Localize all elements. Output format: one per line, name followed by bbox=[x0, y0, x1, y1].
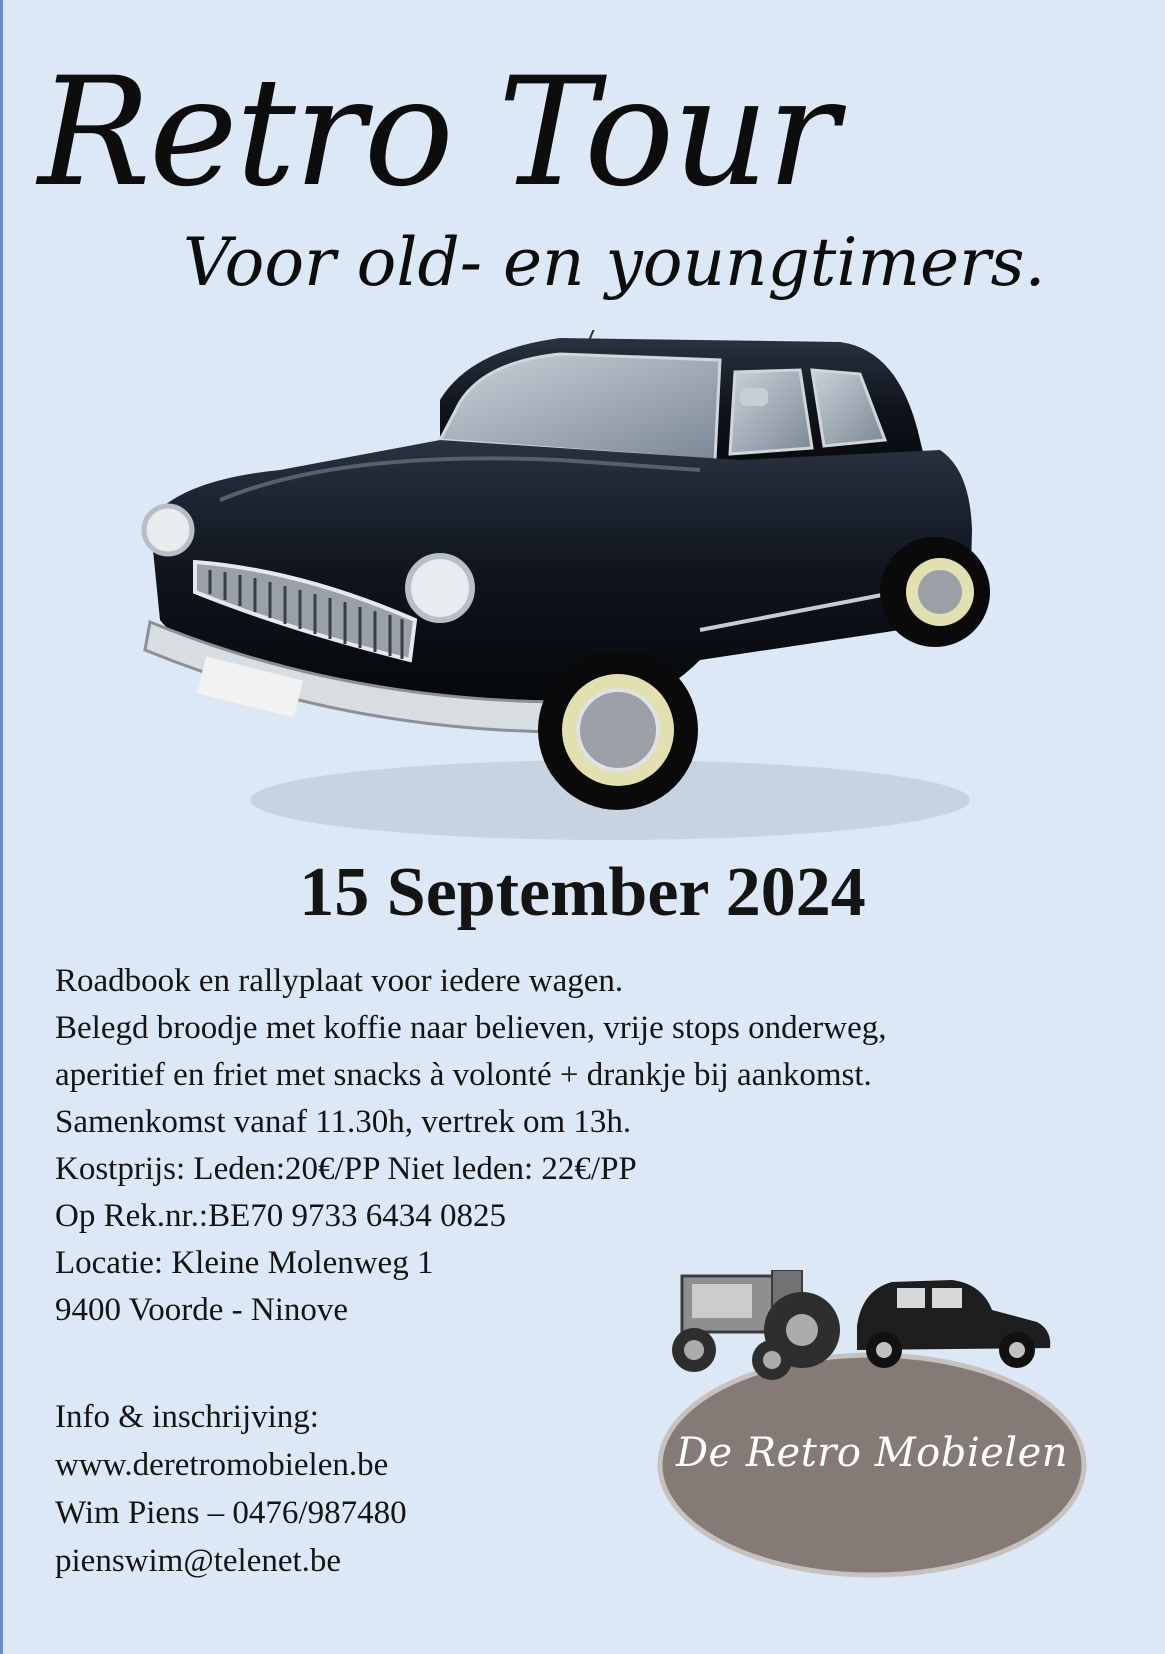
detail-line: Kostprijs: Leden:20€/PP Niet leden: 22€/PP bbox=[55, 1151, 637, 1187]
detail-line: aperitief en friet met snacks à volonté + drankje bij aankomst. bbox=[55, 1057, 872, 1093]
detail-line: Locatie: Kleine Molenweg 1 bbox=[55, 1245, 434, 1281]
page-edge-line bbox=[0, 0, 3, 1654]
contact-info bbox=[55, 1393, 407, 1585]
detail-line: Roadbook en rallyplaat voor iedere wagen. bbox=[55, 963, 624, 999]
club-logo bbox=[652, 1270, 1092, 1590]
tractor-icon bbox=[672, 1270, 840, 1380]
poster-title: Retro Tour bbox=[38, 46, 837, 220]
detail-line: Op Rek.nr.:BE70 9733 6434 0825 bbox=[55, 1198, 506, 1234]
contact-phone: Wim Piens – 0476/987480 bbox=[55, 1495, 407, 1531]
poster-subtitle: Voor old- en youngtimers. bbox=[183, 224, 1046, 301]
club-logo-text: De Retro Mobielen bbox=[675, 1430, 1069, 1476]
website-link[interactable]: www.deretromobielen.be bbox=[55, 1447, 389, 1483]
classic-car-image bbox=[140, 330, 1030, 870]
detail-line: 9400 Voorde - Ninove bbox=[55, 1292, 349, 1328]
vintage-car-icon bbox=[857, 1280, 1050, 1368]
detail-line: Belegd broodje met koffie naar believen, vrije stops onderweg, bbox=[55, 1010, 887, 1046]
contact-heading: Info & inschrijving: bbox=[55, 1399, 319, 1435]
event-date: 15 September 2024 bbox=[299, 854, 866, 931]
detail-line: Samenkomst vanaf 11.30h, vertrek om 13h. bbox=[55, 1104, 632, 1140]
email-link[interactable]: pienswim@telenet.be bbox=[55, 1543, 342, 1579]
